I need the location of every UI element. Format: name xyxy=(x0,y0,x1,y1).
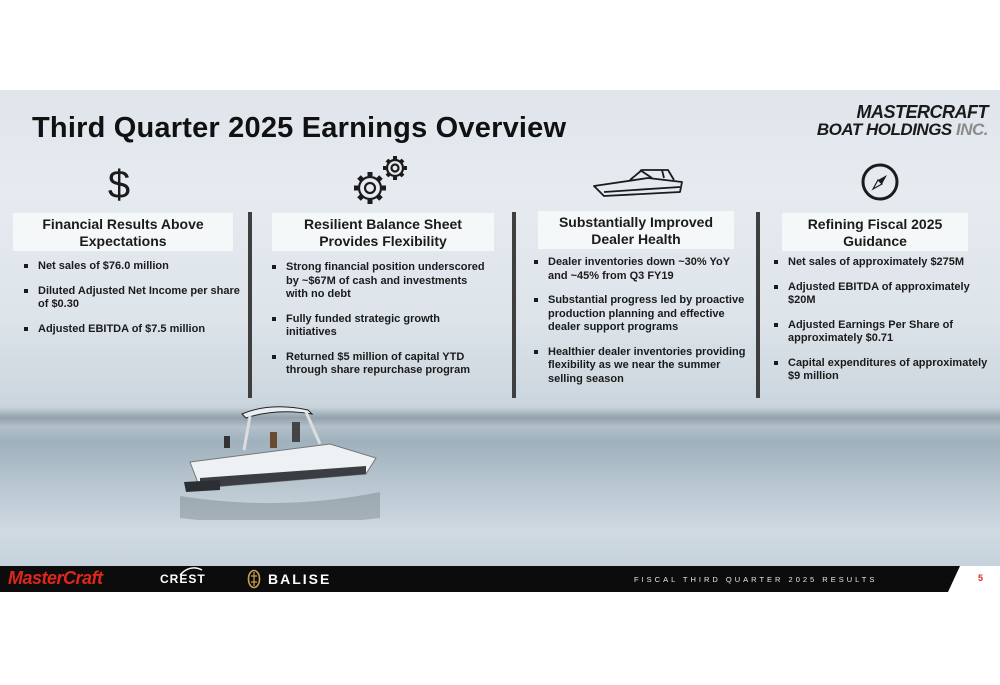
page-number: 5 xyxy=(977,573,983,583)
column-header-balance-sheet: Resilient Balance Sheet Provides Flexibility xyxy=(272,213,494,251)
bullet-item: Dealer inventories down ~30% YoY and ~45% from Q3 FY19 xyxy=(532,256,750,283)
column-header-fiscal-guidance: Refining Fiscal 2025 Guidance xyxy=(782,213,968,251)
boat-icon xyxy=(590,166,686,202)
brand-line-1: MASTERCRAFT xyxy=(856,102,988,122)
bullet-item: Adjusted EBITDA of $7.5 million xyxy=(22,323,242,337)
dealer-health-bullets xyxy=(532,256,750,397)
fiscal-guidance-bullets xyxy=(772,256,990,395)
shoreline xyxy=(0,408,1000,426)
bullet-item: Adjusted Earnings Per Share of approximately $0.71 xyxy=(772,319,990,346)
bullet-item: Substantial progress led by proactive production planning and effective dealer support programs xyxy=(532,294,750,335)
mastercraft-boat-holdings-logo xyxy=(817,104,988,138)
column-divider xyxy=(248,212,252,398)
brand-line-2-main: BOAT HOLDINGS xyxy=(816,120,952,139)
balance-sheet-bullets xyxy=(270,261,492,389)
brand-line-2 xyxy=(817,121,988,138)
bullet-item: Net sales of $76.0 million xyxy=(22,260,242,274)
footer-page-tab xyxy=(948,566,1000,592)
bullet-item: Strong financial position underscored by ~$67M of cash and investments with no debt xyxy=(270,261,492,302)
financial-results-bullets xyxy=(22,260,242,347)
dollar-icon xyxy=(104,164,134,204)
footer-title: FISCAL THIRD QUARTER 2025 RESULTS xyxy=(634,575,878,584)
balise-emblem-icon xyxy=(247,569,261,589)
bullet-item: Net sales of approximately $275M xyxy=(772,256,990,270)
crest-logo: CREST xyxy=(160,572,206,586)
bullet-item: Returned $5 million of capital YTD through share repurchase program xyxy=(270,351,492,378)
brand-line-2-suffix: INC. xyxy=(951,120,988,139)
slide xyxy=(0,90,1000,592)
slide-title: Third Quarter 2025 Earnings Overview xyxy=(32,112,567,144)
bullet-item: Healthier dealer inventories providing flexibility as we near the summer selling season xyxy=(532,346,750,387)
wake-boat-image xyxy=(180,400,390,520)
column-divider xyxy=(512,212,516,398)
slide-footer xyxy=(0,566,1000,592)
bullet-item: Adjusted EBITDA of approximately $20M xyxy=(772,281,990,308)
bullet-item: Capital expenditures of approximately $9 million xyxy=(772,357,990,384)
compass-icon xyxy=(860,162,900,202)
bullet-item: Diluted Adjusted Net Income per share of $0.30 xyxy=(22,285,242,312)
column-header-dealer-health: Substantially Improved Dealer Health xyxy=(538,211,734,249)
bullet-item: Fully funded strategic growth initiatives xyxy=(270,313,492,340)
balise-logo: BALISE xyxy=(268,571,332,587)
svg-text:$: $ xyxy=(107,164,131,204)
mastercraft-logo: MasterCraft xyxy=(8,568,103,588)
column-header-financial-results: Financial Results Above Expectations xyxy=(13,213,233,251)
column-divider xyxy=(756,212,760,398)
gears-icon xyxy=(348,154,414,208)
